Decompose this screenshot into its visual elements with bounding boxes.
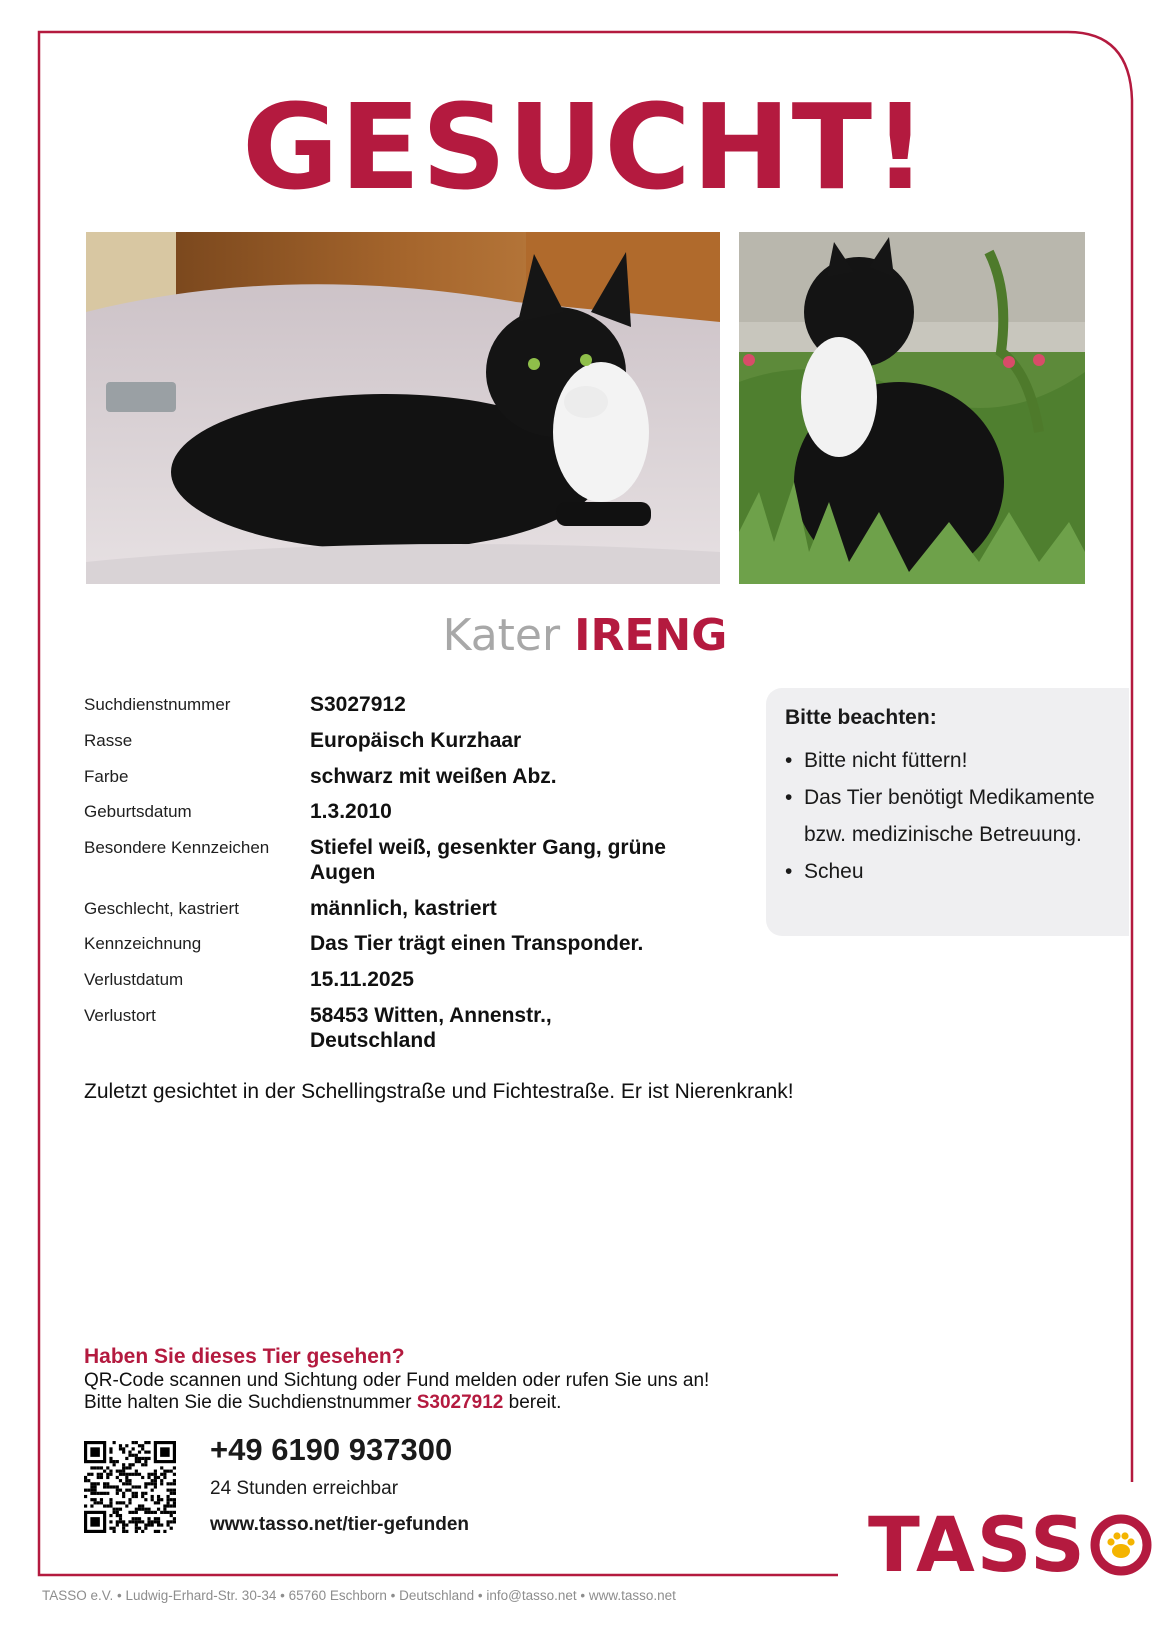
detail-value: männlich, kastriert — [310, 896, 497, 920]
availability-text: 24 Stunden erreichbar — [210, 1478, 399, 1499]
detail-label: Suchdienstnummer — [84, 695, 231, 714]
notes-item: • Scheu — [785, 853, 1104, 890]
paw-icon — [1090, 1514, 1152, 1576]
contact-instruction: QR-Code scannen und Sichtung oder Fund melden oder rufen Sie uns an! — [84, 1370, 710, 1391]
notes-item: • Das Tier benötigt Medikamente bzw. medizinische Betreuung. — [785, 779, 1104, 853]
notes-title: Bitte beachten: — [785, 706, 937, 729]
detail-value: 15.11.2025 — [310, 968, 414, 992]
notes-box — [766, 688, 1129, 936]
contact-reference-number: S3027912 — [416, 1392, 504, 1413]
phone-number[interactable]: +49 6190 937300 — [210, 1432, 453, 1467]
detail-value: S3027912 — [310, 693, 406, 716]
cat-photo-sitting — [739, 232, 1085, 584]
cat-type: Kater — [442, 610, 561, 661]
tasso-logo — [868, 1500, 1152, 1589]
detail-label: Farbe — [84, 766, 129, 786]
cat-name-heading — [0, 610, 1170, 661]
details-table — [84, 693, 704, 1064]
headline: GESUCHT! — [242, 78, 928, 216]
detail-row-identification — [84, 932, 704, 957]
cat-name: IRENG — [574, 610, 728, 661]
detail-value: schwarz mit weißen Abz. — [310, 764, 557, 788]
contact-reference-before: Bitte halten Sie die Suchdienstnummer — [84, 1392, 412, 1413]
detail-row-sex — [84, 897, 704, 922]
detail-row-color — [84, 765, 704, 790]
detail-row-birthdate — [84, 800, 704, 825]
notes-list — [785, 742, 1104, 890]
footer-address: TASSO e.V. • Ludwig-Erhard-Str. 30-34 • 65760 Eschborn • Deutschland • info@tasso.net • www.tasso.net — [42, 1588, 676, 1603]
detail-label: Besondere Kennzeichen — [84, 838, 270, 858]
detail-label: Verlustort — [84, 1005, 156, 1025]
detail-row-loss-date — [84, 968, 704, 993]
contact-reference — [84, 1392, 561, 1414]
detail-label: Rasse — [84, 730, 133, 750]
cat-photo-lying — [86, 232, 720, 584]
detail-row-features — [84, 836, 704, 886]
contact-reference-after: bereit. — [508, 1392, 562, 1413]
detail-row-search-number — [84, 693, 704, 718]
qr-code-icon[interactable] — [84, 1441, 176, 1533]
detail-label: Geburtsdatum — [84, 802, 192, 822]
detail-label: Geschlecht, kastriert — [84, 898, 239, 918]
website-link[interactable]: www.tasso.net/tier-gefunden — [210, 1514, 469, 1535]
notes-item: • Bitte nicht füttern! — [785, 742, 1104, 779]
detail-row-loss-place — [84, 1004, 704, 1054]
detail-label: Verlustdatum — [84, 970, 184, 990]
detail-value: Stiefel weiß, gesenkter Gang, grüne Augen — [310, 836, 666, 884]
detail-row-breed — [84, 729, 704, 754]
logo-wordmark: TASS — [868, 1500, 1087, 1589]
remark-text: Zuletzt gesichtet in der Schellingstraße und Fichtestraße. Er ist Nierenkrank! — [84, 1080, 794, 1103]
detail-value: 58453 Witten, Annenstr., Deutschland — [310, 1003, 552, 1052]
contact-question: Haben Sie dieses Tier gesehen? — [84, 1345, 405, 1368]
detail-value: Europäisch Kurzhaar — [310, 728, 522, 752]
detail-label: Kennzeichnung — [84, 934, 202, 954]
detail-value: Das Tier trägt einen Transponder. — [310, 932, 644, 956]
detail-value: 1.3.2010 — [310, 800, 392, 824]
